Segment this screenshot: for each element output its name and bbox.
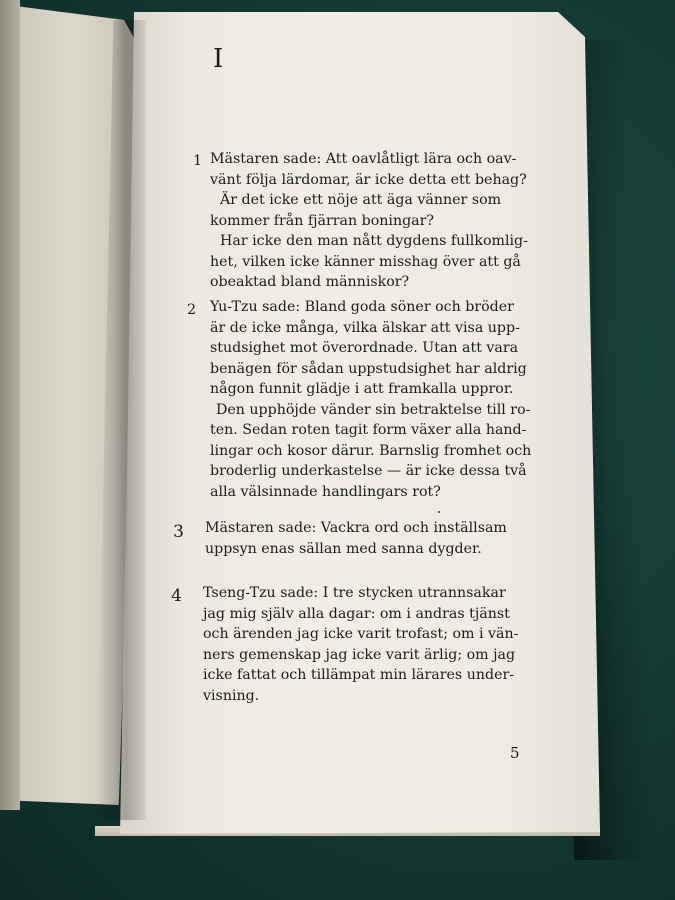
passage-line: Har icke den man nått dygdens fullkomlig-: [220, 233, 528, 249]
passage-line: jag mig själv alla dagar: om i andras tjänst: [203, 605, 510, 622]
passage-line: lingar och kosor därur. Barnslig fromhet och: [210, 442, 532, 459]
passage-line: visning.: [203, 687, 260, 704]
passage-line: uppsyn enas sällan med sanna dygder.: [205, 540, 482, 557]
passage-number: 3: [173, 522, 184, 542]
passage-line: alla välsinnade handlingars rot?: [210, 483, 441, 500]
ink-dot: [438, 511, 440, 513]
passage-line: någon funnit glädje i att framkalla uppror.: [210, 381, 514, 397]
passage-line: icke fattat och tillämpat min lärares under-: [203, 667, 515, 683]
passage-number: 4: [171, 586, 182, 606]
passage-line: ten. Sedan roten tagit form växer alla hand-: [210, 422, 527, 438]
passage-line: Tseng-Tzu sade: I tre stycken utrannsakar: [203, 585, 506, 601]
passage-line: kommer från fjärran boningar?: [210, 212, 435, 229]
passage-4: [203, 583, 523, 706]
passage-line: broderlig underkastelse — är icke dessa två: [210, 463, 527, 479]
passage-1: [210, 149, 530, 293]
passage-line: Mästaren sade: Att oavlåtligt lära och oav-: [210, 151, 517, 167]
passage-line: benägen för sådan uppstudsighet har aldrig: [210, 360, 527, 377]
passage-2: [210, 297, 530, 502]
passage-line: vänt följa lärdomar, är icke detta ett behag?: [210, 171, 527, 188]
passage-line: het, vilken icke känner misshag över att gå: [210, 253, 521, 270]
passage-line: Är det icke ett nöje att äga vänner som: [220, 192, 502, 208]
page-number: 5: [510, 744, 520, 762]
passage-line: ners gemenskap jag icke varit ärlig; om jag: [203, 646, 516, 663]
passage-line: obeaktad bland människor?: [210, 274, 410, 290]
passage-number: 1: [193, 153, 202, 169]
passage-line: är de icke många, vilka älskar att visa upp-: [210, 319, 520, 336]
passage-line: Mästaren sade: Vackra ord och inställsam: [205, 520, 507, 536]
chapter-heading: I: [213, 44, 224, 74]
passage-line: Yu-Tzu sade: Bland goda söner och bröder: [210, 299, 514, 315]
passage-number: 2: [187, 302, 196, 318]
left-page-edge: [0, 0, 20, 810]
passage-line: studsighet mot överordnade. Utan att vara: [210, 340, 519, 356]
passage-line: Den upphöjde vänder sin betraktelse till ro-: [216, 401, 531, 418]
passage-3: [205, 518, 525, 559]
passage-line: och ärenden jag icke varit trofast; om i vän-: [203, 626, 519, 642]
